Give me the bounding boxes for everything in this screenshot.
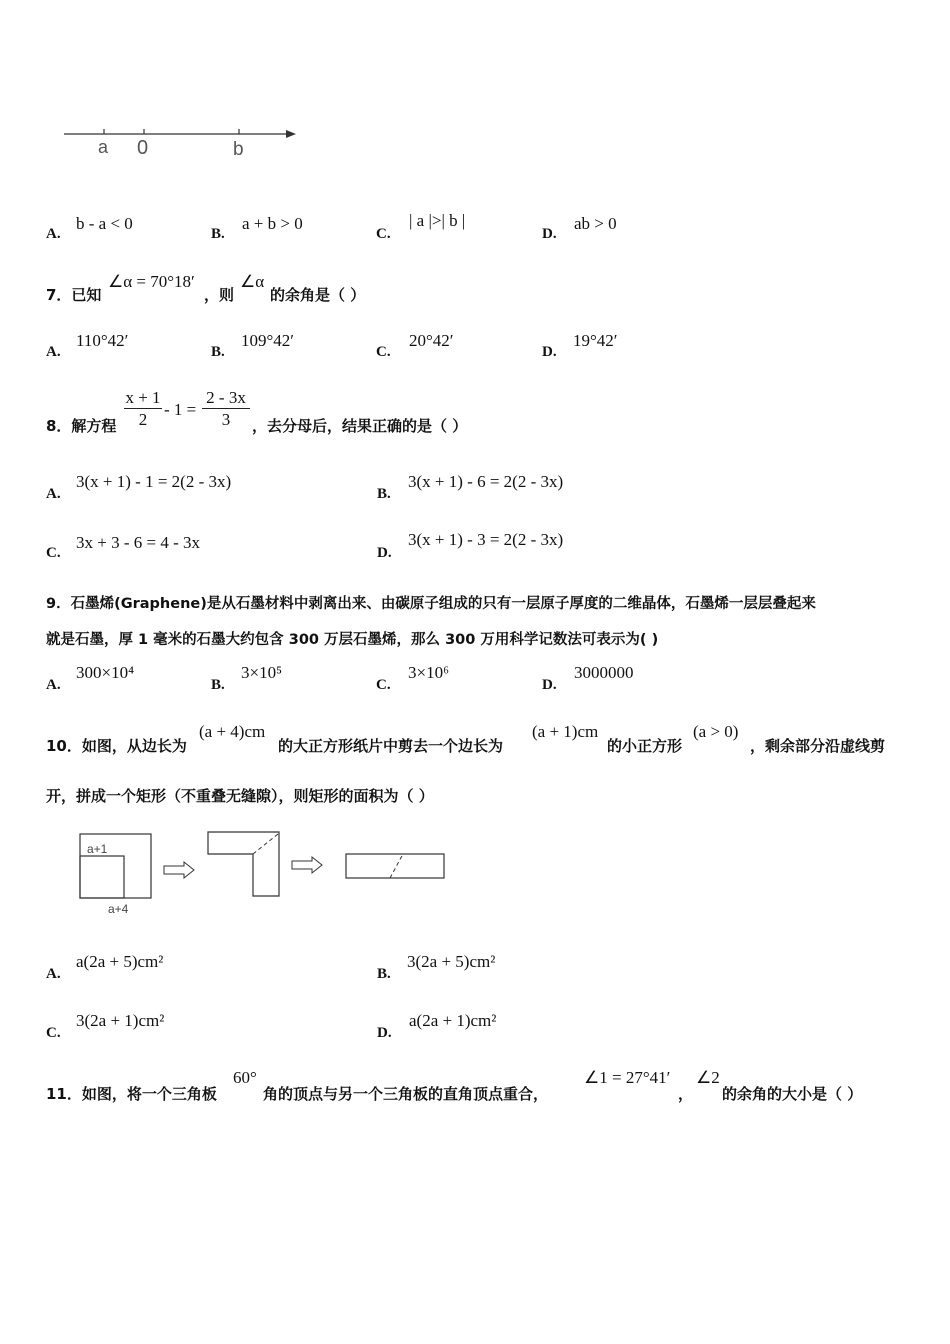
q10-part-1: 10．如图，从边长为 [46,737,187,755]
q8-fraction-1 [124,388,162,431]
q9-option-b-letter: B. [211,677,225,693]
q9-option-b-expr: 3×10⁵ [241,663,283,682]
q7-suffix: 的余角是（ ） [270,286,366,304]
q11-expr-angle1: ∠1 = 27°41′ [584,1068,671,1087]
q8-fraction-2 [202,388,250,431]
q8-option-a-letter: A. [46,486,61,502]
q10-expr-1: (a + 4)cm [199,722,266,741]
q8-option-d-letter: D. [377,545,392,561]
q10-option-d-expr: a(2a + 1)cm² [409,1011,497,1030]
q9-option-d-expr: 3000000 [574,663,634,682]
big-square-label: a+4 [108,902,129,916]
q8-frac1-numerator: x + 1 [125,388,161,407]
rectangle-cut-line [390,854,403,878]
q8-frac2-numerator: 2 - 3x [202,388,250,409]
q11-part-4: 的余角的大小是（ ） [722,1085,863,1103]
q10-option-a-expr: a(2a + 5)cm² [76,952,164,971]
q7-option-c-expr: 20°42′ [409,331,454,350]
result-rectangle [346,854,444,878]
q8-frac2-denominator: 3 [221,410,231,429]
q7-option-d-expr: 19°42′ [573,331,618,350]
q7-option-a-expr: 110°42′ [76,331,129,350]
q10-part-4: ，剩余部分沿虚线剪 [750,737,886,755]
q7-option-d-letter: D. [542,344,557,360]
q10-line-2: 开，拼成一个矩形（不重叠无缝隙），则矩形的面积为（ ） [46,787,434,805]
q11-part-1: 11．如图，将一个三角板 [46,1085,217,1103]
l-shape-cut-line [253,834,278,854]
q10-expr-3: (a > 0) [693,722,739,741]
q9-option-d-letter: D. [542,677,557,693]
q7-mid: ，则 [204,286,235,304]
l-shape [208,832,279,896]
q8-frac1-denominator: 2 [138,410,148,429]
q7-prefix: 7．已知 [46,286,102,304]
q7-option-c-letter: C. [376,344,391,360]
q8-option-a-expr: 3(x + 1) - 1 = 2(2 - 3x) [76,472,232,491]
q8-option-b-letter: B. [377,486,391,502]
q6-option-c-letter: C. [376,226,391,242]
q9-option-a-letter: A. [46,677,61,693]
q11-part-2: 角的顶点与另一个三角板的直角顶点重合， [263,1085,549,1103]
q6-option-d-letter: D. [542,226,557,242]
q8-option-c-expr: 3x + 3 - 6 = 4 - 3x [76,533,200,552]
q10-option-a-letter: A. [46,966,61,982]
q10-part-2: 的大正方形纸片中剪去一个边长为 [278,737,504,755]
q9-option-c-expr: 3×10⁶ [408,663,450,682]
q10-option-c-expr: 3(2a + 1)cm² [76,1011,165,1030]
q11-expr-60: 60° [233,1068,257,1087]
number-line-arrow [286,130,296,138]
arrow-icon [164,862,194,878]
q6-option-a-letter: A. [46,226,61,242]
q6-option-d-expr: ab > 0 [574,214,617,233]
q11-part-3: ， [678,1085,694,1103]
small-square [80,856,124,898]
q9-option-a-expr: 300×10⁴ [76,663,135,682]
q10-part-3: 的小正方形 [607,737,683,755]
q7-option-b-letter: B. [211,344,225,360]
q6-option-b-letter: B. [211,226,225,242]
q7-option-a-letter: A. [46,344,61,360]
q8-option-b-expr: 3(x + 1) - 6 = 2(2 - 3x) [408,472,564,491]
label-0: 0 [137,137,149,159]
q6-option-b-expr: a + b > 0 [242,214,303,233]
q8-middle: - 1 = [164,400,197,419]
q8-prefix: 8．解方程 [46,417,117,435]
q9-line-1: 9．石墨烯(Graphene)是从石墨材料中剥离出来、由碳原子组成的只有一层原子厚度的二维晶体，石墨烯一层层叠起来 [46,596,816,612]
small-square-label: a+1 [87,842,108,856]
q11-expr-angle2: ∠2 [696,1068,720,1087]
q9-line-2: 就是石墨，厚 1 毫米的石墨大约包含 300 万层石墨烯，那么 300 万用科学记数法可表示为( ) [46,632,659,648]
q6-option-a-expr: b - a < 0 [76,214,133,233]
q10-figure [70,824,460,920]
q10-option-b-letter: B. [377,966,391,982]
label-b: b [233,139,244,160]
q7-expr-angle: ∠α = 70°18′ [108,272,195,291]
label-a: a [98,137,109,157]
q10-option-b-expr: 3(2a + 5)cm² [407,952,496,971]
q8-suffix: ，去分母后，结果正确的是（ ） [252,417,468,435]
q7-expr-alpha: ∠α [240,272,265,291]
q7-option-b-expr: 109°42′ [241,331,295,350]
q10-option-c-letter: C. [46,1025,61,1041]
number-line-figure [60,118,310,168]
q10-option-d-letter: D. [377,1025,392,1041]
q8-option-d-expr: 3(x + 1) - 3 = 2(2 - 3x) [408,530,564,549]
arrow-icon [292,857,322,873]
q9-option-c-letter: C. [376,677,391,693]
q8-option-c-letter: C. [46,545,61,561]
q10-expr-2: (a + 1)cm [532,722,599,741]
q6-option-c-expr: | a |>| b | [409,211,466,230]
